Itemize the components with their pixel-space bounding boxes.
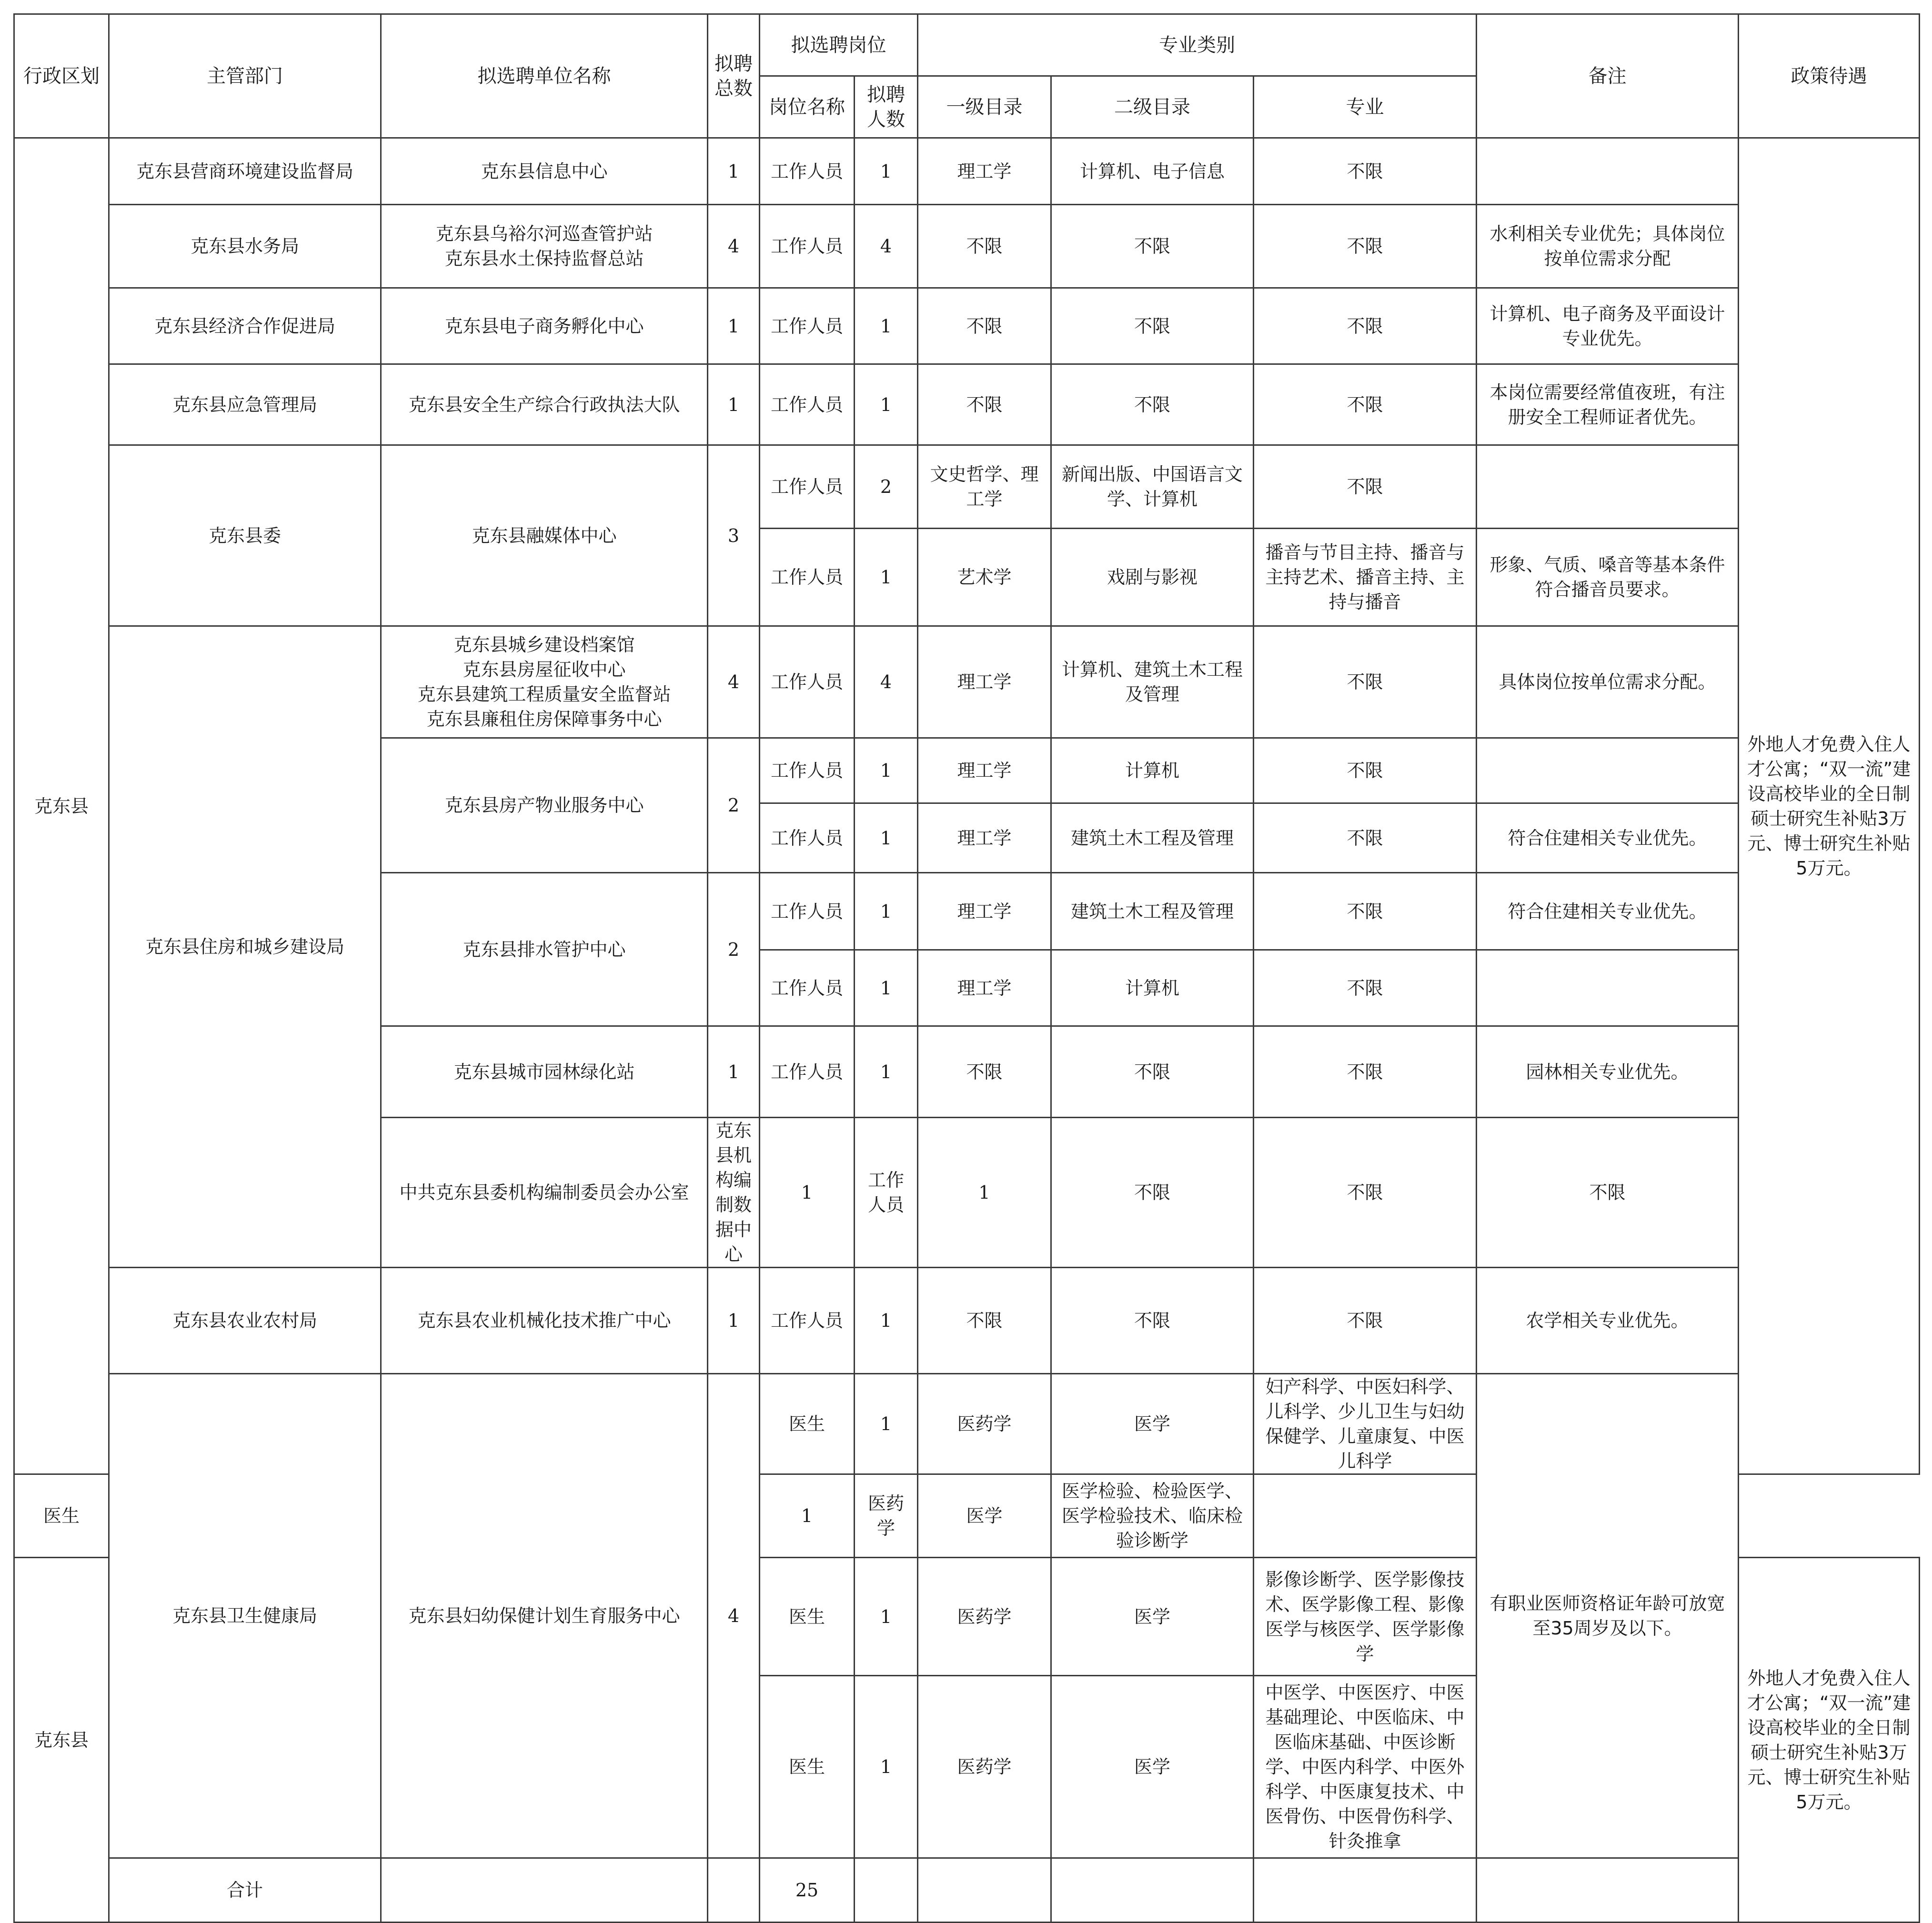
level1-cell: 不限 (1051, 1118, 1254, 1268)
table-row (14, 1374, 1920, 1474)
position-name-cell: 工作人员 (760, 138, 855, 205)
note-cell: 有职业医师资格证年龄可放宽至35周岁及以下。 (1477, 1374, 1739, 1858)
total-cell: 4 (708, 205, 760, 288)
footer-empty-cell (1477, 1858, 1739, 1923)
dept-cell: 克东县水务局 (109, 205, 381, 288)
position-name-cell: 工作人员 (855, 1118, 918, 1268)
level1-cell: 理工学 (918, 626, 1051, 738)
level2-cell: 戏剧与影视 (1051, 529, 1254, 626)
position-count-cell: 1 (855, 1676, 918, 1858)
total-cell: 1 (708, 1268, 760, 1374)
unit-cell: 克东县安全生产综合行政执法大队 (381, 364, 708, 445)
position-name-cell: 工作人员 (760, 288, 855, 364)
position-name-cell: 医生 (760, 1558, 855, 1676)
level1-cell: 医药学 (918, 1558, 1051, 1676)
position-count-cell: 1 (855, 364, 918, 445)
dept-cell: 克东县营商环境建设监督局 (109, 138, 381, 205)
unit-cell: 克东县房产物业服务中心 (381, 738, 708, 873)
position-count-cell: 1 (855, 950, 918, 1026)
unit-cell: 克东县乌裕尔河巡查管护站 克东县水土保持监督总站 (381, 205, 708, 288)
position-name-cell: 工作人员 (760, 529, 855, 626)
major-cell: 不限 (1254, 626, 1477, 738)
level1-cell: 不限 (918, 364, 1051, 445)
level1-cell: 理工学 (918, 950, 1051, 1026)
major-cell: 中医学、中医医疗、中医基础理论、中医临床、中医临床基础、中医诊断学、中医内科学、中医外科学、中医康复技术、中医骨伤、中医骨伤科学、针灸推拿 (1254, 1676, 1477, 1858)
total-cell: 1 (708, 1026, 760, 1118)
level1-cell: 理工学 (918, 138, 1051, 205)
major-cell: 播音与节目主持、播音与主持艺术、播音主持、主持与播音 (1254, 529, 1477, 626)
footer-label: 合计 (109, 1858, 381, 1923)
level2-cell: 计算机 (1051, 950, 1254, 1026)
major-cell: 不限 (1254, 1268, 1477, 1374)
major-cell: 不限 (1254, 950, 1477, 1026)
level2-cell: 计算机 (1051, 738, 1254, 803)
total-cell: 1 (708, 288, 760, 364)
position-name-cell: 工作人员 (760, 626, 855, 738)
level1-cell: 医药学 (855, 1474, 918, 1558)
header-position-group: 拟选聘岗位 (760, 14, 918, 76)
footer-empty-cell (708, 1858, 760, 1923)
level1-cell: 医药学 (918, 1374, 1051, 1474)
level2-cell: 新闻出版、中国语言文学、计算机 (1051, 445, 1254, 529)
region-cell: 克东县 (14, 138, 109, 1474)
policy-cell: 外地人才免费入住人才公寓；“双一流”建设高校毕业的全日制硕士研究生补贴3万元、博士研究生补贴5万元。 (1739, 138, 1920, 1474)
header-unit: 拟选聘单位名称 (381, 14, 708, 138)
footer-empty-cell (1254, 1858, 1477, 1923)
position-name-cell: 工作人员 (760, 364, 855, 445)
unit-cell: 克东县排水管护中心 (381, 873, 708, 1026)
major-cell: 不限 (1254, 873, 1477, 950)
level1-cell: 艺术学 (918, 529, 1051, 626)
total-cell: 3 (708, 445, 760, 626)
note-cell (1477, 950, 1739, 1026)
position-name-cell: 工作人员 (760, 205, 855, 288)
position-count-cell: 1 (855, 1558, 918, 1676)
footer-empty-cell (855, 1858, 918, 1923)
total-row (14, 1858, 1920, 1923)
dept-cell: 克东县委 (109, 445, 381, 626)
position-name-cell: 医生 (14, 1474, 109, 1558)
position-name-cell: 工作人员 (760, 803, 855, 873)
note-cell (1477, 138, 1739, 205)
header-region: 行政区划 (14, 14, 109, 138)
major-cell: 不限 (1254, 738, 1477, 803)
header-position-name: 岗位名称 (760, 76, 855, 138)
unit-cell: 克东县信息中心 (381, 138, 708, 205)
policy-cell: 外地人才免费入住人才公寓；“双一流”建设高校毕业的全日制硕士研究生补贴3万元、博士研究生补贴5万元。 (1739, 1558, 1920, 1923)
position-name-cell: 医生 (760, 1676, 855, 1858)
note-cell: 本岗位需要经常值夜班，有注册安全工程师证者优先。 (1477, 364, 1739, 445)
header-row-1 (14, 14, 1920, 76)
level2-cell: 医学 (1051, 1558, 1254, 1676)
total-cell: 2 (708, 873, 760, 1026)
major-cell: 不限 (1477, 1118, 1739, 1268)
header-level1: 一级目录 (918, 76, 1051, 138)
table-row (14, 138, 1920, 205)
level2-cell: 不限 (1051, 205, 1254, 288)
major-cell: 不限 (1254, 205, 1477, 288)
position-name-cell: 工作人员 (760, 1026, 855, 1118)
level1-cell: 理工学 (918, 803, 1051, 873)
position-count-cell: 2 (855, 445, 918, 529)
major-cell: 不限 (1254, 364, 1477, 445)
footer-empty-cell (918, 1858, 1051, 1923)
position-name-cell: 工作人员 (760, 738, 855, 803)
header-major: 专业 (1254, 76, 1477, 138)
position-count-cell: 1 (855, 1268, 918, 1374)
header-note: 备注 (1477, 14, 1739, 138)
major-cell: 医学检验、检验医学、医学检验技术、临床检验诊断学 (1051, 1474, 1254, 1558)
position-count-cell: 1 (855, 288, 918, 364)
header-major-group: 专业类别 (918, 14, 1477, 76)
position-name-cell: 工作人员 (760, 950, 855, 1026)
total-cell: 1 (760, 1118, 855, 1268)
footer-empty-cell (381, 1858, 708, 1923)
table-row (14, 364, 1920, 445)
level2-cell: 计算机、电子信息 (1051, 138, 1254, 205)
position-count-cell: 1 (855, 1374, 918, 1474)
note-cell (1477, 445, 1739, 529)
dept-cell: 克东县应急管理局 (109, 364, 381, 445)
position-count-cell: 1 (855, 138, 918, 205)
level2-cell: 不限 (1051, 1026, 1254, 1118)
level1-cell: 医药学 (918, 1676, 1051, 1858)
dept-cell: 克东县经济合作促进局 (109, 288, 381, 364)
level2-cell: 不限 (1051, 364, 1254, 445)
level2-cell: 不限 (1254, 1118, 1477, 1268)
position-count-cell: 1 (918, 1118, 1051, 1268)
unit-cell: 克东县机构编制数据中心 (708, 1118, 760, 1268)
level1-cell: 理工学 (918, 873, 1051, 950)
dept-cell: 克东县住房和城乡建设局 (109, 626, 381, 1268)
level1-cell: 不限 (918, 1026, 1051, 1118)
position-name-cell: 工作人员 (760, 1268, 855, 1374)
level1-cell: 不限 (918, 1268, 1051, 1374)
level1-cell: 不限 (918, 288, 1051, 364)
note-cell: 园林相关专业优先。 (1477, 1026, 1739, 1118)
total-cell: 4 (708, 1374, 760, 1858)
level1-cell: 理工学 (918, 738, 1051, 803)
table-row (14, 445, 1920, 529)
level2-cell: 医学 (1051, 1374, 1254, 1474)
position-count-cell: 1 (855, 738, 918, 803)
dept-cell: 中共克东县委机构编制委员会办公室 (381, 1118, 708, 1268)
note-cell: 具体岗位按单位需求分配。 (1477, 626, 1739, 738)
total-cell: 1 (708, 364, 760, 445)
note-cell: 形象、气质、嗓音等基本条件符合播音员要求。 (1477, 529, 1739, 626)
total-cell: 2 (708, 738, 760, 873)
level2-cell: 医学 (1051, 1676, 1254, 1858)
note-cell (1477, 738, 1739, 803)
level2-cell: 医学 (918, 1474, 1051, 1558)
level1-cell: 不限 (918, 205, 1051, 288)
unit-cell: 克东县城乡建设档案馆 克东县房屋征收中心 克东县建筑工程质量安全监督站 克东县廉租住房保障事务中心 (381, 626, 708, 738)
major-cell: 不限 (1254, 803, 1477, 873)
recruitment-table (13, 13, 1920, 1923)
footer-empty-cell (1051, 1858, 1254, 1923)
note-cell: 符合住建相关专业优先。 (1477, 873, 1739, 950)
position-name-cell: 医生 (760, 1374, 855, 1474)
major-cell: 妇产科学、中医妇科学、儿科学、少儿卫生与妇幼保健学、儿童康复、中医儿科学 (1254, 1374, 1477, 1474)
position-name-cell: 工作人员 (760, 445, 855, 529)
unit-cell: 克东县融媒体中心 (381, 445, 708, 626)
dept-cell: 克东县农业农村局 (109, 1268, 381, 1374)
table-row (14, 626, 1920, 738)
level2-cell: 不限 (1051, 288, 1254, 364)
position-count-cell: 4 (855, 626, 918, 738)
position-count-cell: 4 (855, 205, 918, 288)
header-total: 拟聘总数 (708, 14, 760, 138)
level2-cell: 建筑土木工程及管理 (1051, 873, 1254, 950)
region-cell: 克东县 (14, 1558, 109, 1923)
note-cell: 符合住建相关专业优先。 (1477, 803, 1739, 873)
major-cell: 不限 (1254, 138, 1477, 205)
table-row (14, 288, 1920, 364)
position-count-cell: 1 (855, 1026, 918, 1118)
level2-cell: 不限 (1051, 1268, 1254, 1374)
note-cell: 计算机、电子商务及平面设计专业优先。 (1477, 288, 1739, 364)
major-cell: 不限 (1254, 445, 1477, 529)
total-cell: 4 (708, 626, 760, 738)
note-cell: 农学相关专业优先。 (1477, 1268, 1739, 1374)
major-cell: 不限 (1254, 288, 1477, 364)
level2-cell: 计算机、建筑土木工程及管理 (1051, 626, 1254, 738)
position-count-cell: 1 (855, 873, 918, 950)
note-cell: 水利相关专业优先；具体岗位按单位需求分配 (1477, 205, 1739, 288)
position-name-cell: 工作人员 (760, 873, 855, 950)
unit-cell: 克东县农业机械化技术推广中心 (381, 1268, 708, 1374)
header-level2: 二级目录 (1051, 76, 1254, 138)
position-count-cell: 1 (855, 803, 918, 873)
unit-cell: 克东县妇幼保健计划生育服务中心 (381, 1374, 708, 1858)
unit-cell: 克东县电子商务孵化中心 (381, 288, 708, 364)
table-row (14, 205, 1920, 288)
level2-cell: 建筑土木工程及管理 (1051, 803, 1254, 873)
header-policy: 政策待遇 (1739, 14, 1920, 138)
major-cell: 不限 (1254, 1026, 1477, 1118)
level1-cell: 文史哲学、理工学 (918, 445, 1051, 529)
position-count-cell: 1 (855, 529, 918, 626)
major-cell: 影像诊断学、医学影像技术、医学影像工程、影像医学与核医学、医学影像学 (1254, 1558, 1477, 1676)
footer-total: 25 (760, 1858, 855, 1923)
unit-cell: 克东县城市园林绿化站 (381, 1026, 708, 1118)
table-row (14, 1268, 1920, 1374)
header-dept: 主管部门 (109, 14, 381, 138)
dept-cell: 克东县卫生健康局 (109, 1374, 381, 1858)
position-count-cell: 1 (760, 1474, 855, 1558)
header-position-count: 拟聘人数 (855, 76, 918, 138)
total-cell: 1 (708, 138, 760, 205)
